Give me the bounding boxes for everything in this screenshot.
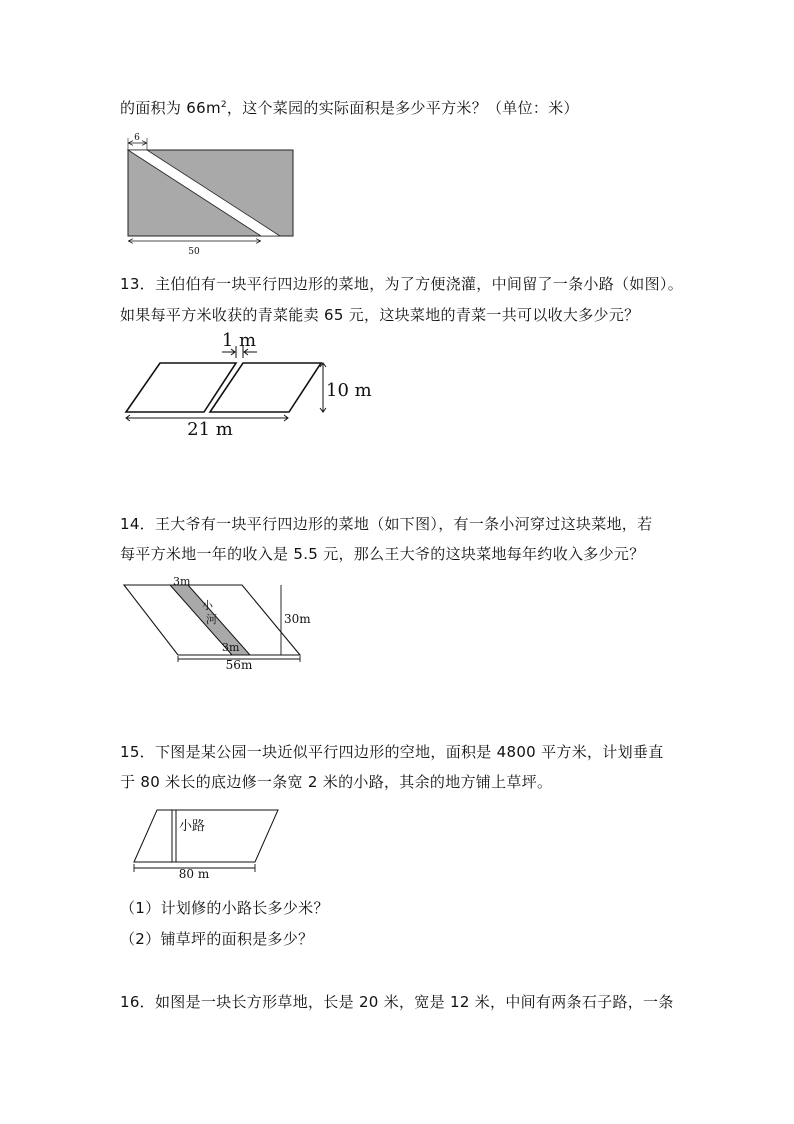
p15-line-2: 于 80 米长的底边修一条宽 2 米的小路，其余的地方铺上草坪。 (120, 773, 553, 791)
p13-figure (118, 332, 378, 442)
p12-question-line (120, 97, 579, 118)
p15-line-1: 15．下图是某公园一块近似平行四边形的空地，面积是 4800 平方米，计划垂直 (120, 743, 664, 761)
p14-height-label: 30m (284, 612, 311, 626)
p15-base-label: 80 m (178, 867, 210, 881)
p12-figure (115, 130, 315, 260)
p15-question-1: （1）计划修的小路长多少米？ (120, 899, 329, 917)
p14-figure (118, 573, 328, 673)
p14-river-top-label: 3m (173, 575, 191, 588)
p14-river-bottom-label: 3m (222, 641, 240, 654)
p15-figure (126, 804, 286, 884)
p15-question-2: （2）铺草坪的面积是多少？ (120, 930, 314, 948)
p13-line-1: 13．主伯伯有一块平行四边形的菜地，为了方便浇灌，中间留了一条小路（如图）。 (120, 275, 683, 293)
p12-top-label: 6 (134, 133, 140, 143)
p13-line-2: 如果每平方米收获的青菜能卖 65 元，这块菜地的青菜一共可以收大多少元？ (120, 306, 640, 324)
p15-plot (134, 810, 278, 862)
p15-path-label: 小路 (179, 819, 206, 834)
p16-line-1: 16．如图是一块长方形草地，长是 20 米，宽是 12 米，中间有两条石子路，一条 (120, 993, 674, 1011)
p14-river-char-1: 小 (202, 599, 213, 612)
p14-line-1: 14．王大爷有一块平行四边形的菜地（如下图），有一条小河穿过这块菜地，若 (120, 515, 653, 533)
p14-line-2: 每平方米地一年的收入是 5.5 元，那么王大爷的这块菜地每年约收入多少元？ (120, 545, 645, 563)
p12-bottom-label: 50 (188, 247, 200, 257)
p14-river-char-2: 河 (206, 613, 217, 626)
p12-text-b: ，这个菜园的实际面积是多少平方米？（单位：米） (226, 99, 579, 117)
p13-height-label: 10 m (326, 380, 372, 401)
p14-base-label: 56m (225, 658, 253, 672)
p12-text-a: 的面积为 66m (120, 99, 221, 117)
p13-path-width-label: 1 m (221, 332, 257, 351)
p12-superscript: 2 (220, 100, 227, 110)
p13-base-label: 21 m (187, 419, 233, 440)
